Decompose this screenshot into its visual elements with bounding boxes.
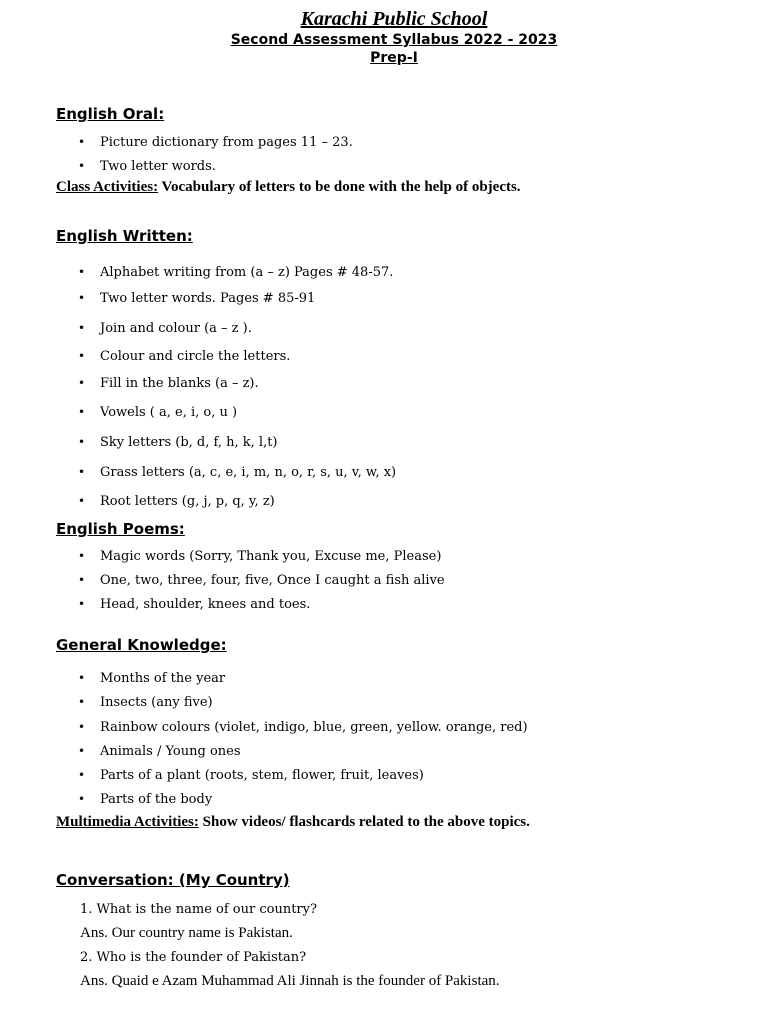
multimedia-activities <box>56 814 530 831</box>
list-item: • Head, shoulder, knees and toes. <box>100 597 310 612</box>
class-activities-text: Vocabulary of letters to be done with the help of objects. <box>158 179 521 195</box>
multimedia-activities-label: Multimedia Activities: <box>56 814 199 830</box>
list-item: • Parts of a plant (roots, stem, flower, fruit, leaves) <box>100 768 424 783</box>
class-activities <box>56 179 521 196</box>
list-item: • Colour and circle the letters. <box>100 349 290 364</box>
class-name: Prep-I <box>370 50 418 66</box>
list-item: • Magic words (Sorry, Thank you, Excuse me, Please) <box>100 549 441 564</box>
english-oral-heading: English Oral: <box>56 105 165 123</box>
list-item: • Grass letters (a, c, e, i, m, n, o, r, s, u, v, w, x) <box>100 465 396 480</box>
english-written-heading: English Written: <box>56 227 193 245</box>
school-name: Karachi Public School <box>300 8 488 30</box>
list-item: • Two letter words. <box>100 159 216 174</box>
english-poems-heading: English Poems: <box>56 520 185 538</box>
list-item: • Parts of the body <box>100 792 212 807</box>
class-activities-label: Class Activities: <box>56 179 159 195</box>
list-item: • Two letter words. Pages # 85-91 <box>100 291 315 306</box>
conversation-heading: Conversation: (My Country) <box>56 871 290 889</box>
list-item: • Fill in the blanks (a – z). <box>100 376 259 391</box>
question-1: 1. What is the name of our country? <box>80 902 317 917</box>
list-item: • Picture dictionary from pages 11 – 23. <box>100 135 353 150</box>
answer-2: Ans. Quaid e Azam Muhammad Ali Jinnah is the founder of Pakistan. <box>80 973 500 989</box>
list-item: • Animals / Young ones <box>100 744 241 759</box>
list-item: • One, two, three, four, five, Once I caught a fish alive <box>100 573 445 588</box>
list-item: • Join and colour (a – z ). <box>100 321 252 336</box>
list-item: • Vowels ( a, e, i, o, u ) <box>100 405 237 420</box>
question-2: 2. Who is the founder of Pakistan? <box>80 950 307 965</box>
multimedia-activities-text: Show videos/ flashcards related to the above topics. <box>198 814 530 830</box>
list-item: • Sky letters (b, d, f, h, k, l,t) <box>100 435 278 450</box>
list-item: • Alphabet writing from (a – z) Pages # 48-57. <box>100 265 393 280</box>
list-item: • Months of the year <box>100 671 225 686</box>
answer-1: Ans. Our country name is Pakistan. <box>80 925 293 941</box>
assessment-title: Second Assessment Syllabus 2022 - 2023 <box>230 32 558 48</box>
list-item: • Rainbow colours (violet, indigo, blue, green, yellow. orange, red) <box>100 720 528 735</box>
list-item: • Insects (any five) <box>100 695 213 710</box>
list-item: • Root letters (g, j, p, q, y, z) <box>100 494 275 509</box>
general-knowledge-heading: General Knowledge: <box>56 636 227 654</box>
